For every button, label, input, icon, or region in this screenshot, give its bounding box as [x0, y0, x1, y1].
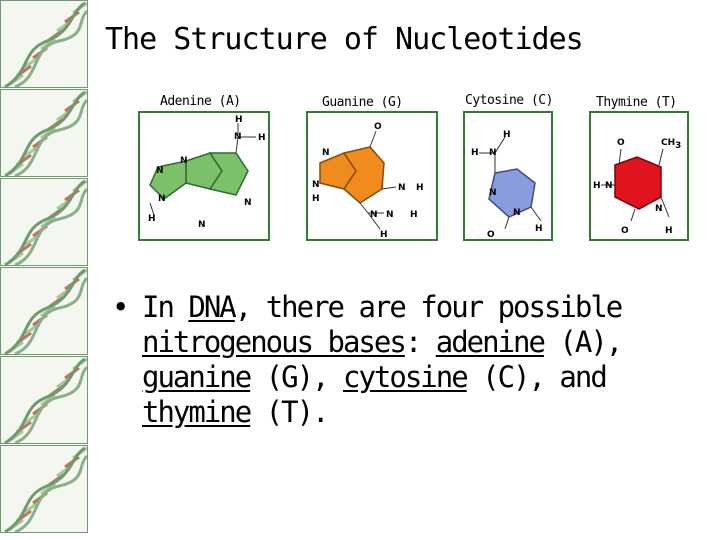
- atom-h: H: [471, 148, 479, 158]
- atom-n: N: [312, 180, 320, 190]
- dna-helix-tile: [0, 178, 88, 266]
- adenine-structure-icon: [140, 113, 268, 239]
- atom-h: H: [535, 224, 543, 234]
- atom-n: N: [655, 204, 663, 214]
- atom-h: H: [380, 230, 388, 239]
- dna-strand: [15, 189, 87, 265]
- text-run: :: [404, 325, 436, 359]
- atom-h: H: [410, 210, 418, 220]
- atom-h: H: [593, 181, 601, 191]
- dna-strand: [15, 11, 87, 87]
- dna-helix-icon: [1, 1, 87, 87]
- dna-helix-icon: [1, 446, 87, 532]
- atom-n: N: [156, 166, 164, 176]
- term-adenine: adenine: [435, 325, 544, 359]
- text-run: (C), and: [466, 360, 606, 394]
- dna-helix-tile: [0, 356, 88, 444]
- adenine-label: Adenine (A): [160, 94, 241, 109]
- term-thymine: thymine: [142, 395, 251, 429]
- term-guanine: guanine: [142, 360, 251, 394]
- dna-strand: [15, 367, 87, 443]
- guanine-label: Guanine (G): [322, 95, 403, 110]
- cytosine-label: Cytosine (C): [465, 93, 553, 108]
- atom-h: H: [312, 194, 320, 204]
- atom-o: O: [621, 226, 629, 236]
- guanine-structure-icon: [308, 113, 436, 239]
- dna-helix-icon: [1, 179, 87, 265]
- atom-h: H: [258, 133, 266, 143]
- atom-n: N: [605, 181, 613, 191]
- atom-o: O: [487, 230, 495, 239]
- atom-h: H: [235, 115, 243, 125]
- text-run: In: [142, 290, 189, 324]
- atom-n: N: [234, 132, 242, 142]
- atom-n: N: [158, 194, 166, 204]
- dna-helix-icon: [1, 268, 87, 354]
- thymine-structure-icon: [591, 113, 687, 239]
- atom-n: N: [370, 210, 378, 220]
- atom-n: N: [489, 188, 497, 198]
- atom-n: N: [322, 148, 330, 158]
- text-run: (G),: [250, 360, 343, 394]
- term-nitrogenous-bases: nitrogenous bases: [142, 325, 405, 359]
- atom-n: N: [244, 198, 252, 208]
- atom-h: H: [416, 183, 424, 193]
- text-run: (A),: [543, 325, 622, 359]
- dna-helix-icon: [1, 357, 87, 443]
- adenine-card: [138, 111, 270, 241]
- dna-strand: [15, 278, 87, 354]
- slide-title: The Structure of Nucleotides: [105, 22, 583, 57]
- atom-h: H: [665, 226, 673, 236]
- dna-strand: [15, 456, 87, 532]
- atom-n: N: [180, 156, 188, 166]
- dna-strand: [15, 100, 87, 176]
- guanine-card: [306, 111, 438, 241]
- cytosine-card: [463, 111, 553, 241]
- atom-n: N: [513, 208, 521, 218]
- bullet-paragraph: [112, 290, 702, 430]
- atom-o: O: [617, 138, 625, 148]
- atom-n: N: [386, 210, 394, 220]
- dna-helix-icon: [1, 90, 87, 176]
- bullet-text: [142, 290, 702, 430]
- term-cytosine: cytosine: [342, 360, 467, 394]
- atom-n: N: [489, 148, 497, 158]
- atom-h: H: [148, 214, 156, 224]
- dna-helix-tile: [0, 89, 88, 177]
- atom-o: O: [374, 122, 382, 132]
- text-run: (T).: [250, 395, 328, 429]
- thymine-label: Thymine (T): [596, 95, 677, 110]
- atom-n: N: [198, 220, 206, 230]
- atom-h: H: [503, 130, 511, 140]
- atom-subscript-3: 3: [675, 141, 682, 151]
- thymine-card: [589, 111, 689, 241]
- dna-helix-tile: [0, 0, 88, 88]
- bullet-marker: •: [112, 290, 128, 324]
- dna-helix-sidebar: [0, 0, 90, 540]
- text-run: , there are four possible: [234, 290, 622, 324]
- dna-helix-tile: [0, 445, 88, 533]
- dna-helix-tile: [0, 267, 88, 355]
- atom-n: N: [398, 183, 406, 193]
- cytosine-structure-icon: [465, 113, 551, 239]
- atom-ch3: CH: [661, 138, 676, 148]
- term-dna: DNA: [188, 290, 235, 324]
